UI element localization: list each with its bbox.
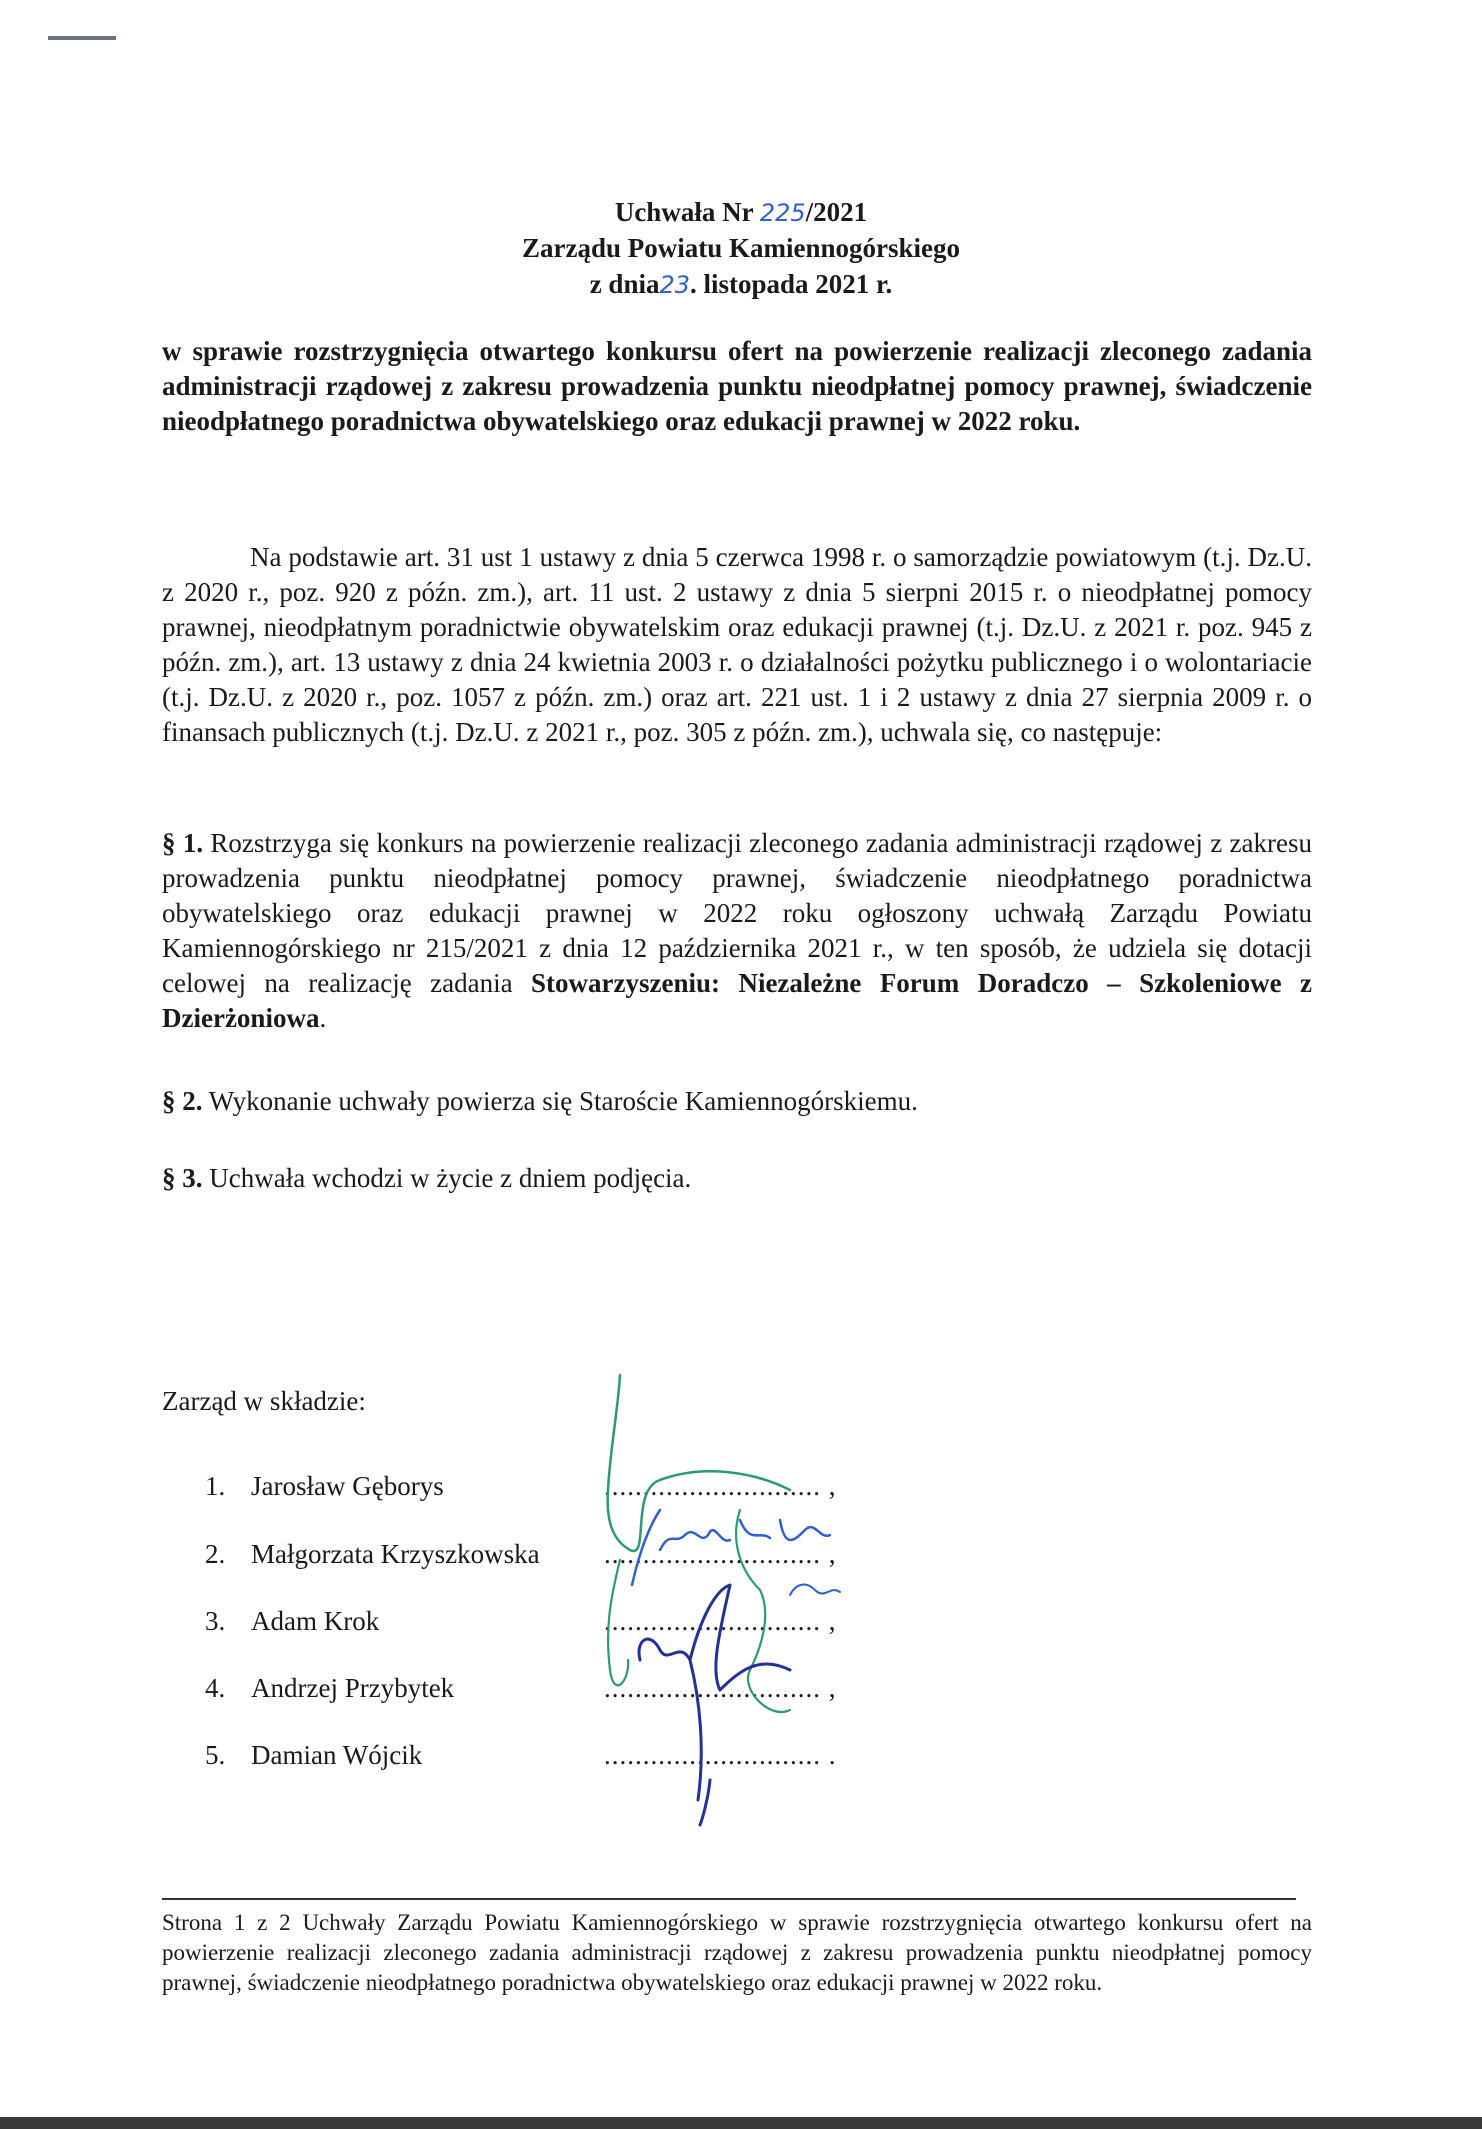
signature-line: ............................ , [604, 1539, 837, 1569]
signature-green-2 [608, 1560, 628, 1685]
signature-green-3 [736, 1510, 790, 1712]
board-member: 4. Andrzej Przybytek [205, 1673, 455, 1703]
beneficiary-name: Stowarzyszeniu: Niezależne Forum Doradczo – Szkoleniowe z Dzierżoniowa [162, 968, 1312, 1033]
resolution-date: z dnia23. listopada 2021 r. [589, 269, 893, 299]
signature-blue-small [790, 1585, 840, 1595]
page-footer: Strona 1 z 2 Uchwały Zarządu Powiatu Kamiennogórskiego w sprawie rozstrzygnięcia otwartego konkursu ofert na powierzenie realizacji zleconego zadania administracji rządowej z zakresu prowadzenia punktu nieodpłatnej pomocy prawnej, świadczenie nieodpłatnego poradnictwa obywatelskiego oraz edukacji prawnej w 2022 roku. [162, 1910, 1312, 1995]
board-member: 5. Damian Wójcik [205, 1740, 423, 1770]
signature-green-1 [608, 1375, 790, 1551]
signature-dark-blue [639, 1585, 790, 1825]
board-heading: Zarząd w składzie: [162, 1386, 366, 1416]
section-2: § 2. Wykonanie uchwały powierza się Staroście Kamiennogórskiemu. [162, 1086, 918, 1116]
legal-basis-paragraph: Na podstawie art. 31 ust 1 ustawy z dnia 5 czerwca 1998 r. o samorządzie powiatowym (t.j. Dz.U. z 2020 r., poz. 920 z późn. zm.), art. 11 ust. 2 ustawy z dnia 5 sierpni 2015 r. o nieodpłatnej pomocy prawnej, nieodpłatnym poradnictwie obywatelskim oraz edukacji prawnej (t.j. Dz.U. z 2021 r. poz. 945 z późn. zm.), art. 13 ustawy z dnia 24 kwietnia 2003 r. o działalności pożytku publicznego i o wolontariacie (t.j. Dz.U. z 2020 r., poz. 1057 z późn. zm.) oraz art. 221 ust. 1 i 2 ustawy z dnia 27 sierpnia 2009 r. o finansach publicznych (t.j. Dz.U. z 2021 r., poz. 305 z późn. zm.), uchwala się, co następuje: [162, 542, 1312, 747]
handwritten-resolution-number: 225 [759, 199, 806, 227]
section-1: § 1. Rozstrzyga się konkurs na powierzenie realizacji zleconego zadania administracji rządowej z zakresu prowadzenia punktu nieodpłatnej pomocy prawnej, świadczenie nieodpłatnego poradnictwa obywatelskiego oraz edukacji prawnej w 2022 roku ogłoszony uchwałą Zarządu Powiatu Kamiennogórskiego nr 215/2021 z dnia 12 października 2021 r., w ten sposób, że udziela się dotacji celowej na realizację zadania Stowarzyszeniu: Niezależne Forum Doradczo – Szkoleniowe z Dzierżoniowa. [162, 828, 1312, 1033]
footer-divider [162, 1898, 1296, 1900]
signature-line: ............................ , [604, 1471, 837, 1501]
resolution-title: Uchwała Nr 225/2021 [614, 197, 868, 227]
board-member: 1. Jarosław Gęborys [205, 1471, 444, 1501]
board-member: 2. Małgorzata Krzyszkowska [205, 1539, 540, 1569]
section-mark: § 3. [162, 1163, 203, 1193]
signature-blue-name [632, 1510, 830, 1585]
signature-line: ............................ . [604, 1740, 837, 1770]
resolution-issuer: Zarządu Powiatu Kamiennogórskiego [521, 233, 960, 263]
section-3: § 3. Uchwała wchodzi w życie z dniem podjęcia. [162, 1163, 692, 1193]
section-mark: § 2. [162, 1086, 203, 1116]
section-mark: § 1. [162, 828, 204, 858]
scan-bottom-edge [0, 2117, 1482, 2129]
resolution-subject: w sprawie rozstrzygnięcia otwartego konkursu ofert na powierzenie realizacji zleconego zadania administracji rządowej z zakresu prowadzenia punktu nieodpłatnej pomocy prawnej, świadczenie nieodpłatnego poradnictwa obywatelskiego oraz edukacji prawnej w 2022 roku. [162, 336, 1312, 436]
scan-artifact [48, 36, 116, 40]
signature-line: ............................ , [604, 1673, 837, 1703]
board-member: 3. Adam Krok [205, 1606, 380, 1636]
handwritten-signatures [590, 1370, 870, 1830]
handwritten-date-day: 23 [659, 271, 691, 299]
signature-line: ............................ , [604, 1606, 837, 1636]
